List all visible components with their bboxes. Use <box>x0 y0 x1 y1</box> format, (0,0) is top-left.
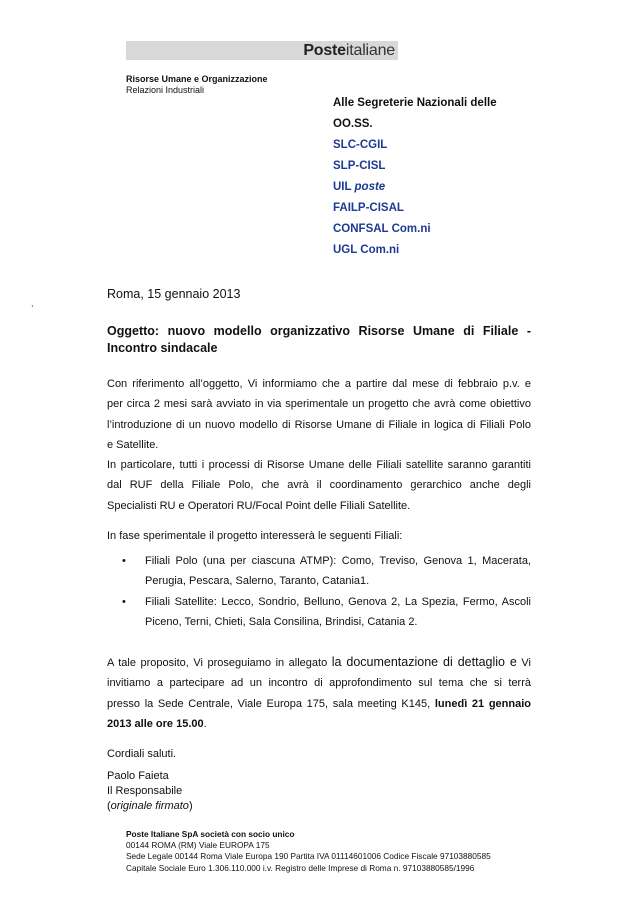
recipient-slp-cisl: SLP-CISL <box>333 160 386 172</box>
branch-list <box>107 551 531 632</box>
department-block <box>126 74 268 96</box>
department-unit: Relazioni Industriali <box>126 85 205 95</box>
paragraph-branches-intro: In fase sperimentale il progetto interesserà le seguenti Filiali: <box>107 530 403 542</box>
recipient-confsal: CONFSAL Com.ni <box>333 223 431 235</box>
signatory-role: Il Responsabile <box>107 785 183 797</box>
margin-mark: , <box>31 298 34 308</box>
recipient-uil-poste: UIL poste <box>333 181 386 193</box>
list-item: • Filiali Polo (una per ciascuna ATMP): Como, Treviso, Genova 1, Macerata, Perugia, Pescara, Salerno, Taranto, Catania1. <box>107 551 531 592</box>
recipient-slc-cgil: SLC-CGIL <box>333 139 388 151</box>
signature-note: (originale firmato) <box>107 800 193 812</box>
meeting-time: 2013 alle ore 15.00 <box>107 717 204 730</box>
recipients-heading-cont: OO.SS. <box>333 118 373 130</box>
logo-banner <box>126 41 398 60</box>
recipient-failp-cisal: FAILP-CISAL <box>333 202 404 214</box>
footer-legal: Sede Legale 00144 Roma Viale Europa 190 Partita IVA 01114601006 Codice Fiscale 97103880585 <box>126 851 491 862</box>
meeting-date: lunedì 21 gennaio <box>434 697 532 710</box>
paragraph-details: In particolare, tutti i processi di Risorse Umane delle Filiali satellite saranno garantiti dal RUF della Filiale Polo, che avrà il coordinamento gerarchico anche degli Specialisti RU e Operatori RU/Focal Point delle Filiali Satellite. <box>107 459 531 512</box>
letter-subject: Oggetto: nuovo modello organizzativo Risorse Umane di Filiale - Incontro sindacale <box>107 324 531 355</box>
poste-italiane-logo: Posteitaliane <box>303 42 395 59</box>
footer-capital: Capitale Sociale Euro 1.306.110.000 i.v. Registro delle Imprese di Roma n. 97103880585/1996 <box>126 862 475 873</box>
recipients-block <box>333 93 497 261</box>
closing-greeting: Cordiali saluti. <box>107 748 177 760</box>
paragraph-intro: Con riferimento all’oggetto, Vi informiamo che a partire dal mese di febbraio p.v. e per circa 2 mesi sarà avviato in via sperimentale un progetto che avrà come obiettivo l’introduzione di un nuovo modello di Risorse Umane di Filiale in logica di Filiali Polo e Satellite. <box>107 378 531 451</box>
signatory-name: Paolo Faieta <box>107 770 169 782</box>
department-name: Risorse Umane e Organizzazione <box>126 74 268 84</box>
recipient-ugl: UGL Com.ni <box>333 244 400 256</box>
recipients-heading: Alle Segreterie Nazionali delle <box>333 97 497 109</box>
bullet-icon: • <box>122 555 126 567</box>
paragraph-meeting-invite: A tale proposito, Vi proseguiamo in allegato la documentazione di dettaglio e Vi invitiamo a partecipare ad un incontro di approfondimento sul tema che si terrà presso la Sede Centrale, Viale Europa 175, sala meeting K145, lunedì 21 gennaio 2013 alle ore 15.00. <box>107 655 532 730</box>
bullet-icon: • <box>122 595 126 608</box>
footer-address: 00144 ROMA (RM) Viale EUROPA 175 <box>126 840 270 851</box>
footer-company: Poste Italiane SpA società con socio unico <box>126 829 295 839</box>
company-footer <box>126 829 491 874</box>
letter-date: Roma, 15 gennaio 2013 <box>107 287 241 301</box>
list-item: • Filiali Satellite: Lecco, Sondrio, Belluno, Genova 2, La Spezia, Fermo, Ascoli Piceno, Terni, Chieti, Sala Consilina, Brindisi, Catania 2. <box>107 592 531 633</box>
signature-block <box>107 769 193 814</box>
